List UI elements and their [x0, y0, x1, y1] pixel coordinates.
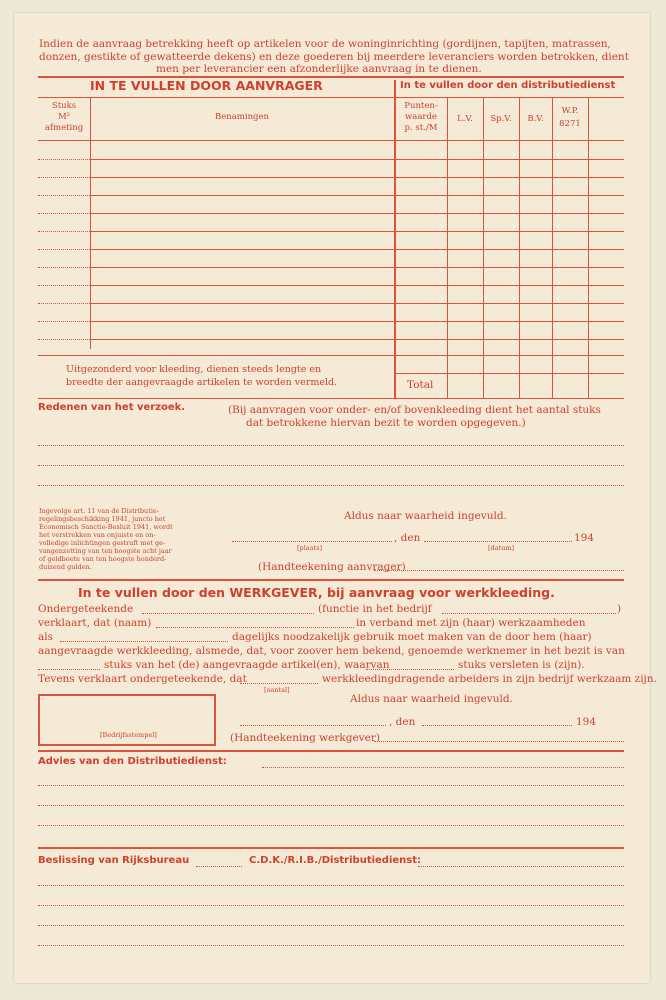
table-note-line-1: Uitgezonderd voor kleeding, dienen steeds lengte en	[66, 364, 322, 375]
owned-count-field[interactable]	[38, 669, 100, 670]
row-dots	[38, 231, 90, 232]
applicant-signature-field[interactable]	[374, 570, 624, 571]
advice-line[interactable]	[38, 785, 624, 786]
row-dots	[38, 303, 90, 304]
legal-line-8: duizend gulden.	[39, 563, 92, 571]
table-row-line	[90, 267, 624, 268]
row-dots	[38, 177, 90, 178]
table-heading-distribution: In te vullen door den distributiedienst	[400, 80, 616, 91]
decision-top-rule	[38, 847, 624, 849]
legal-line-3: Economisch Sanctie-Besluit 1941, wordt	[39, 523, 173, 531]
legal-line-6: vangenzetting van ten hoogste acht jaar	[39, 547, 172, 555]
col-punten-2: waarde	[405, 112, 437, 122]
table-row-line	[90, 339, 624, 340]
advice-top-rule	[38, 750, 624, 752]
employer-signature-field[interactable]	[374, 741, 624, 742]
col-wp-1: W.P.	[561, 106, 579, 116]
vline-punten	[447, 97, 448, 398]
col-stuks: Stuks	[51, 101, 77, 111]
form-page	[14, 13, 657, 983]
reasons-label: Redenen van het verzoek.	[38, 402, 186, 413]
applicant-year: 194	[574, 532, 595, 544]
applicant-signature-caption: (Handteekening aanvrager)	[258, 561, 406, 573]
table-row-line	[90, 231, 624, 232]
employer-line-1a: Ondergeteekende	[38, 603, 134, 615]
row-dots	[38, 213, 90, 214]
legal-line-2: regelingsbeschikking 1941, juncto het	[39, 515, 166, 523]
advice-line[interactable]	[38, 825, 624, 826]
employer-line-1b: (functie in het bedrijf	[318, 603, 432, 615]
advice-line[interactable]	[262, 767, 624, 768]
table-heading-rule	[38, 97, 624, 98]
employer-line-5a: stuks van het (de) aangevraagde artikel(en), waarvan	[104, 659, 390, 671]
row-dots	[38, 285, 90, 286]
table-row-line	[90, 285, 624, 286]
employer-function-field[interactable]	[442, 613, 616, 614]
reasons-note-line-1: (Bij aanvragen voor onder- en/of bovenkleeding dient het aantal stuks	[228, 404, 601, 416]
decision-line[interactable]	[38, 945, 624, 946]
table-row-line	[90, 249, 624, 250]
employer-date-field[interactable]	[422, 725, 572, 726]
table-total-label: Total	[407, 379, 434, 391]
decision-field-2[interactable]	[418, 866, 624, 867]
applicant-plaats-caption: [plaats]	[297, 544, 323, 552]
decision-line[interactable]	[38, 885, 624, 886]
row-dots	[38, 339, 90, 340]
employer-line-3b: dagelijks noodzakelijk gebruik moet maken van de door hem (haar)	[232, 631, 592, 643]
table-row-line	[90, 213, 624, 214]
employee-name-field[interactable]	[156, 627, 354, 628]
legal-line-1: Ingevolge art. 11 van de Distributie-	[39, 507, 159, 515]
col-m2: M²	[57, 112, 71, 122]
employer-signature-caption: (Handteekening werkgever)	[230, 732, 380, 744]
col-bv: B.V.	[527, 114, 544, 124]
legal-line-7: of geldboete van ten hoogste honderd-	[39, 555, 167, 563]
col-punten-3: p. st./M	[404, 123, 438, 133]
applicant-place-field[interactable]	[232, 541, 392, 542]
employer-line-2a: verklaart, dat (naam)	[38, 617, 152, 629]
row-dots	[38, 195, 90, 196]
intro-line-1: Indien de aanvraag betrekking heeft op artikelen voor de woninginrichting (gordijnen, tapijten, matrassen,	[39, 38, 611, 50]
table-row-line	[90, 195, 624, 196]
vline-wp	[588, 97, 589, 398]
employer-line-6b: werkkleedingdragende arbeiders in zijn bedrijf werkzaam zijn.	[322, 673, 657, 685]
decision-label-1: Beslissing van Rijksbureau	[38, 855, 190, 866]
table-header-bottom-rule	[38, 140, 624, 141]
table-row-line	[90, 177, 624, 178]
row-dots	[38, 267, 90, 268]
row-dots	[38, 249, 90, 250]
decision-line[interactable]	[38, 905, 624, 906]
advice-line[interactable]	[38, 805, 624, 806]
employer-line-2b: in verband met zijn (haar) werkzaamheden	[356, 617, 586, 629]
employer-line-5b: stuks versleten is (zijn).	[458, 659, 585, 671]
table-row-line	[90, 303, 624, 304]
vline-divider	[394, 80, 396, 398]
reasons-note-line-2: dat betrokkene hiervan bezit te worden opgegeven.)	[246, 417, 526, 429]
employer-line-1c: )	[617, 603, 622, 615]
employer-top-rule	[38, 579, 624, 581]
col-lv: L.V.	[457, 114, 473, 124]
advice-label: Advies van den Distributiedienst:	[38, 756, 227, 767]
decision-label-2: C.D.K./R.I.B./Distributiedienst:	[249, 855, 422, 866]
row-dots	[38, 159, 90, 160]
col-benamingen: Benamingen	[214, 112, 270, 122]
employee-role-field[interactable]	[60, 641, 228, 642]
employer-place-field[interactable]	[240, 725, 386, 726]
legal-line-5: volledige inlichtingen gestraft met ge-	[39, 539, 166, 547]
vline-spv	[519, 97, 520, 398]
decision-field-1[interactable]	[196, 866, 242, 867]
employer-year: 194	[576, 716, 597, 728]
applicant-date-field[interactable]	[424, 541, 572, 542]
worn-count-field[interactable]	[366, 669, 454, 670]
table-row-line	[38, 355, 624, 356]
employer-line-4: aangevraagde werkkleeding, alsmede, dat, voor zoover hem bekend, genoemde werknemer in het bezit is van	[38, 645, 625, 657]
row-dots	[38, 321, 90, 322]
vline-lv	[483, 97, 484, 398]
aantal-caption: [aantal]	[264, 686, 290, 694]
col-afmeting: afmeting	[44, 123, 84, 133]
employer-line-3a: als	[38, 631, 54, 643]
table-bottom-rule	[38, 398, 624, 399]
reasons-line[interactable]	[38, 445, 624, 446]
worker-count-field[interactable]	[240, 683, 318, 684]
legal-line-4: het verstrekken van onjuiste en on-	[39, 531, 156, 539]
decision-line[interactable]	[38, 925, 624, 926]
reasons-line[interactable]	[38, 465, 624, 466]
employer-name-field[interactable]	[142, 613, 314, 614]
intro-line-2: donzen, gestikte of gewatteerde dekens) en deze goederen bij meerdere leveranciers worden betrokken, dient	[39, 51, 629, 63]
employer-line-6a: Tevens verklaart ondergeteekende, dat	[38, 673, 247, 685]
col-punten-1: Punten-	[404, 101, 438, 111]
applicant-den: , den	[394, 532, 421, 544]
col-wp-2: 8271	[559, 119, 581, 129]
employer-den: , den	[389, 716, 416, 728]
col-spv: Sp.V.	[490, 114, 512, 124]
applicant-datum-caption: [datum]	[488, 544, 515, 552]
employer-aldus: Aldus naar waarheid ingevuld.	[350, 693, 513, 705]
table-heading-applicant: IN TE VULLEN DOOR AANVRAGER	[90, 78, 323, 93]
table-row-line	[90, 321, 624, 322]
table-row-line	[90, 159, 624, 160]
table-note-line-2: breedte der aangevraagde artikelen te worden vermeld.	[66, 377, 338, 388]
reasons-line[interactable]	[38, 485, 624, 486]
vline-benamingen-lower	[90, 259, 91, 349]
company-stamp-caption: [Bedrijfsstempel]	[100, 731, 157, 739]
applicant-aldus: Aldus naar waarheid ingevuld.	[344, 510, 507, 522]
employer-heading: In te vullen door den WERKGEVER, bij aanvraag voor werkkleeding.	[78, 585, 555, 600]
intro-line-3: men per leverancier een afzonderlijke aanvraag in te dienen.	[156, 63, 482, 75]
table-row-line	[394, 373, 624, 374]
vline-bv	[552, 97, 553, 398]
